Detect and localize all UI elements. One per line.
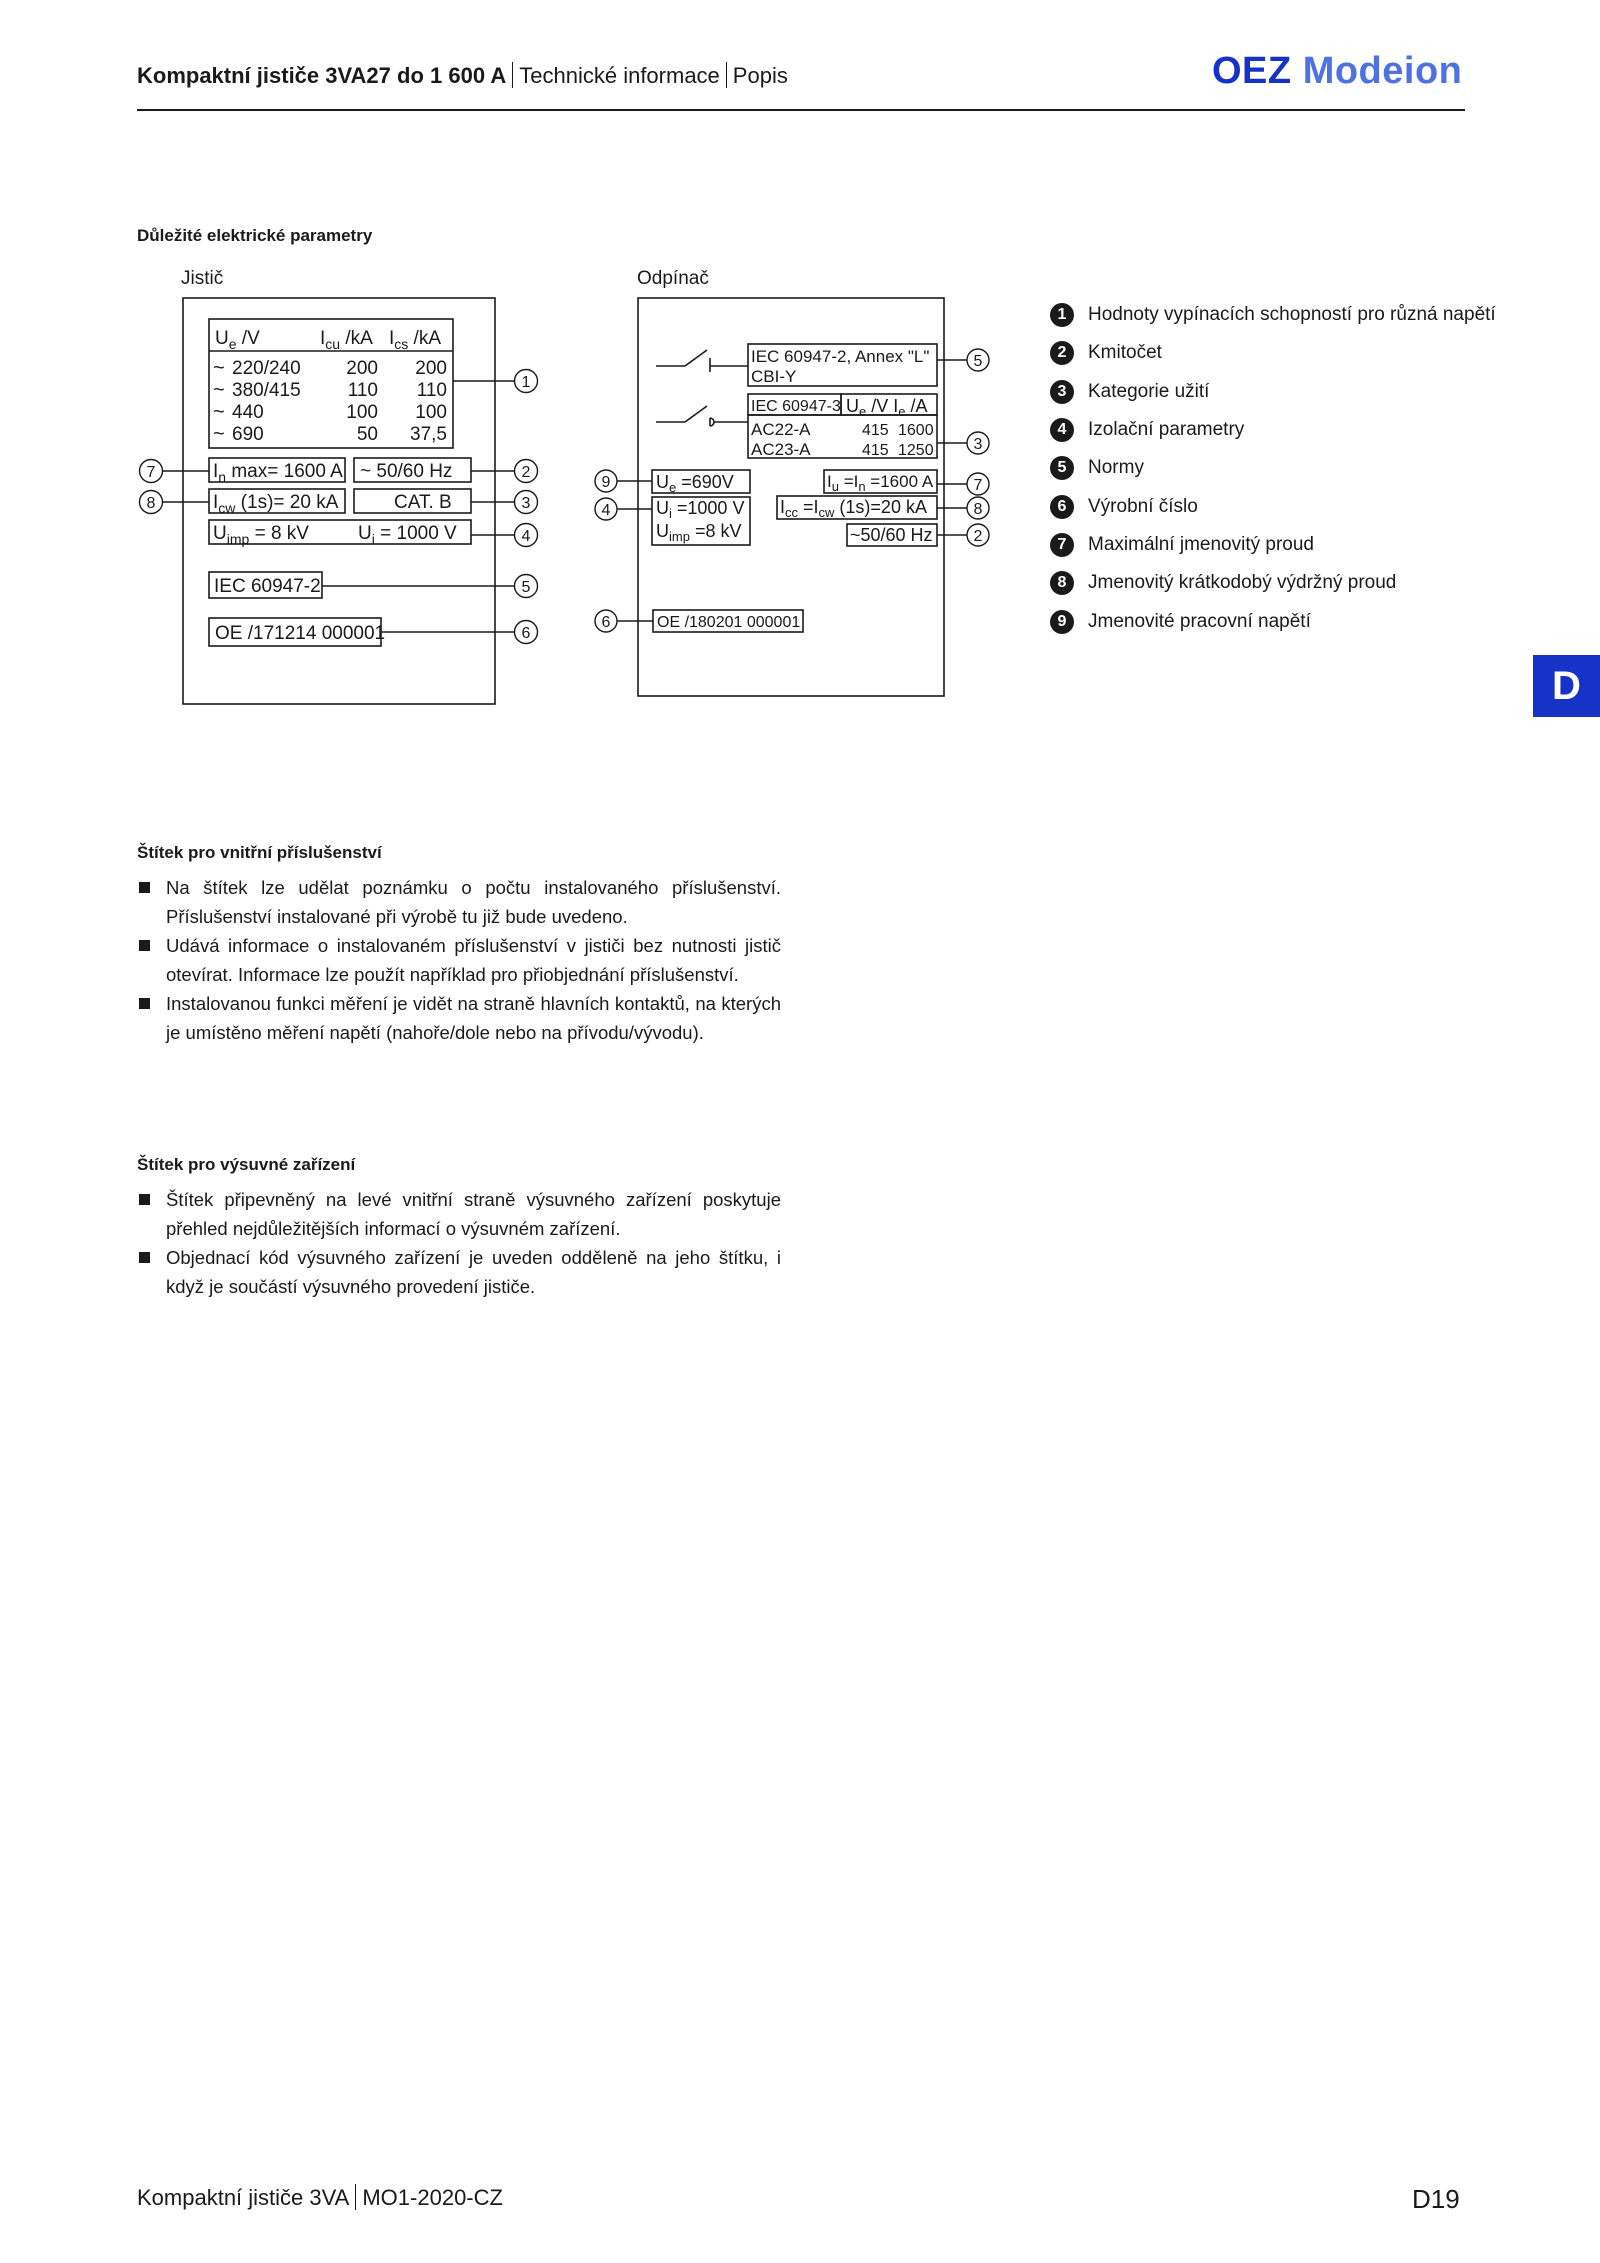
callout-5 <box>515 575 538 598</box>
svg-text:1: 1 <box>521 374 531 391</box>
svg-text:8: 8 <box>146 495 156 512</box>
callout-6 <box>515 621 538 644</box>
callout-3 <box>967 432 989 454</box>
chapter-tab: D <box>1533 655 1600 717</box>
breaker-ui-text: $U_i = 1000$ V <box>358 523 457 547</box>
breaker-standard-text: IEC 60947-2 <box>214 576 321 597</box>
svg-text:4: 4 <box>601 502 611 519</box>
svg-text:7: 7 <box>973 477 983 494</box>
svg-text:4: 4 <box>521 528 531 545</box>
header-divider <box>137 109 1465 111</box>
breaker-uimp-text: $U_{imp} = 8$ kV <box>213 523 309 547</box>
header-separator <box>726 62 727 88</box>
list-item <box>137 1243 781 1301</box>
legend-item <box>1050 602 1496 640</box>
rating-plate-diagram <box>130 280 1000 720</box>
svg-text:AC22-A: AC22-A <box>751 420 811 439</box>
legend-number: 6 <box>1050 495 1074 519</box>
svg-text:3: 3 <box>973 436 983 453</box>
header-title-part3: Popis <box>732 63 788 88</box>
svg-text:200: 200 <box>415 358 447 379</box>
switch-standard-text: IEC 60947-2, Annex "L" <box>751 347 930 366</box>
switch-ac22-row <box>751 420 934 439</box>
callout-1 <box>515 370 538 393</box>
footer-left <box>137 2184 503 2211</box>
list-item-text: Udává informace o instalovaném příslušenství v jističi bez nutnosti jistič otevírat. Informace lze použít například pro přiobjednání příslušenství. <box>166 935 781 985</box>
svg-text:2: 2 <box>521 464 531 481</box>
svg-text:415: 415 <box>862 422 889 439</box>
breaker-table-header-icu: $I_{cu}$ /kA <box>320 328 373 352</box>
legend-number: 4 <box>1050 418 1074 442</box>
section-heading-params: Důležité elektrické parametry <box>137 226 373 245</box>
breaker-serial-text: OE /171214 000001 <box>215 623 386 644</box>
legend-text: Normy <box>1088 457 1144 479</box>
callout-5 <box>967 349 989 371</box>
oez-modeion-logo <box>1212 50 1462 93</box>
switch-ac23-row <box>751 440 934 459</box>
breaker-row <box>213 379 447 401</box>
bullet-square-icon <box>139 1252 150 1263</box>
callout-4 <box>515 524 538 547</box>
callout-3 <box>515 491 538 514</box>
legend <box>1050 296 1496 641</box>
svg-text:220/240: 220/240 <box>232 358 301 379</box>
switch-iu-text: $I_u =I_n =1600$ A <box>827 472 934 494</box>
switch-serial-text: OE /180201 000001 <box>657 614 801 631</box>
switch-caption: Odpínač <box>637 268 709 289</box>
breaker-row <box>213 423 447 445</box>
page-number: D19 <box>1412 2184 1460 2214</box>
svg-text:6: 6 <box>601 614 611 631</box>
list-item-text: Instalovanou funkci měření je vidět na straně hlavních kontaktů, na kterých je umístěno měření napětí (nahoře/dole nebo na přívodu/vývodu). <box>166 993 781 1043</box>
callout-7 <box>967 473 989 495</box>
breaker-row <box>213 357 447 379</box>
switch-standard3-text: IEC 60947-3 <box>751 398 841 415</box>
svg-text:7: 7 <box>146 464 156 481</box>
legend-text: Hodnoty vypínacích schopností pro různá napětí <box>1088 304 1496 326</box>
bullet-square-icon <box>139 882 150 893</box>
legend-number: 7 <box>1050 533 1074 557</box>
legend-item <box>1050 411 1496 449</box>
list-item <box>137 931 781 989</box>
list-item-text: Na štítek lze udělat poznámku o počtu instalovaného příslušenství. Příslušenství instalované při výrobě tu již bude uvedeno. <box>166 877 781 927</box>
bullet-square-icon <box>139 1194 150 1205</box>
svg-text:~: ~ <box>213 401 225 423</box>
breaker-callouts <box>140 370 538 644</box>
breaker-icw-text: $I_{cw}$ (1s)= 20 kA <box>213 492 339 516</box>
section-heading-withdrawable: Štítek pro výsuvné zařízení <box>137 1155 356 1174</box>
footer-doc-title: Kompaktní jističe 3VA <box>137 2185 350 2210</box>
legend-item <box>1050 487 1496 525</box>
legend-item <box>1050 373 1496 411</box>
legend-number: 2 <box>1050 341 1074 365</box>
svg-text:380/415: 380/415 <box>232 380 301 401</box>
footer-separator <box>355 2184 356 2210</box>
breaker-caption: Jistič <box>181 268 224 289</box>
legend-item <box>1050 334 1496 372</box>
legend-number: 1 <box>1050 303 1074 327</box>
svg-text:~: ~ <box>213 357 225 379</box>
breaker-table-header-ics: $I_{cs}$ /kA <box>389 328 442 352</box>
logo-brand: OEZ <box>1212 50 1292 92</box>
legend-text: Jmenovitý krátkodobý výdržný proud <box>1088 572 1397 594</box>
switch-freq-text: ~50/60 Hz <box>850 525 933 545</box>
legend-text: Maximální jmenovitý proud <box>1088 533 1314 555</box>
callout-2 <box>967 524 989 546</box>
callout-2 <box>515 460 538 483</box>
bullet-square-icon <box>139 940 150 951</box>
svg-text:AC23-A: AC23-A <box>751 440 811 459</box>
legend-text: Jmenovité pracovní napětí <box>1088 610 1311 632</box>
svg-text:6: 6 <box>521 625 531 642</box>
svg-text:50: 50 <box>356 424 378 445</box>
legend-item <box>1050 449 1496 487</box>
legend-text: Kategorie užití <box>1088 380 1210 402</box>
svg-text:200: 200 <box>346 358 378 379</box>
legend-item <box>1050 564 1496 602</box>
svg-text:1250: 1250 <box>898 442 934 459</box>
svg-text:440: 440 <box>232 402 264 423</box>
svg-text:~: ~ <box>213 379 225 401</box>
svg-text:~: ~ <box>213 423 225 445</box>
footer-doc-code: MO1-2020-CZ <box>362 2185 503 2210</box>
list-item <box>137 1185 781 1243</box>
withdrawable-list <box>137 1185 781 1301</box>
legend-number: 5 <box>1050 456 1074 480</box>
switch-cbi-text: CBI-Y <box>751 367 797 386</box>
callout-8 <box>140 491 163 514</box>
svg-text:3: 3 <box>521 495 531 512</box>
legend-number: 8 <box>1050 571 1074 595</box>
svg-text:110: 110 <box>347 380 378 401</box>
breaker-freq-text: ~ 50/60 Hz <box>360 461 453 482</box>
svg-text:5: 5 <box>521 579 531 596</box>
callout-4 <box>595 498 617 520</box>
svg-text:110: 110 <box>416 380 447 401</box>
legend-text: Izolační parametry <box>1088 419 1245 441</box>
legend-text: Kmitočet <box>1088 342 1162 364</box>
svg-text:100: 100 <box>346 402 378 423</box>
list-item-text: Štítek připevněný na levé vnitřní straně výsuvného zařízení poskytuje přehled nejdůležitějších informací o výsuvném zařízení. <box>166 1189 781 1239</box>
switch-uimp-text: $U_{imp} =8$ kV <box>656 521 742 544</box>
legend-number: 9 <box>1050 610 1074 634</box>
breaker-plate-texts <box>213 328 457 644</box>
list-item <box>137 989 781 1047</box>
svg-text:1600: 1600 <box>898 422 934 439</box>
legend-text: Výrobní číslo <box>1088 495 1198 517</box>
legend-number: 3 <box>1050 380 1074 404</box>
switch-ui-text: $U_i =1000$ V <box>656 498 745 521</box>
logo-product: Modeion <box>1302 50 1463 92</box>
callout-9 <box>595 470 617 492</box>
breaker-table-header-ue: $U_e$ /V <box>215 328 260 352</box>
header-title-part2: Technické informace <box>519 63 720 88</box>
breaker-inmax-text: $I_n$ max= 1600 A <box>213 461 343 485</box>
switch-icc-text: $I_{cc} =I_{cw}$ (1s)=20 kA <box>780 497 927 520</box>
svg-text:5: 5 <box>973 353 983 370</box>
legend-item <box>1050 296 1496 334</box>
breaker-row <box>213 401 447 423</box>
switch-ueie-text: $U_e$ /V $I_e$ /A <box>846 396 928 419</box>
list-item <box>137 873 781 931</box>
svg-text:690: 690 <box>232 424 264 445</box>
section-heading-accessories: Štítek pro vnitřní příslušenství <box>137 843 382 862</box>
list-item-text: Objednací kód výsuvného zařízení je uveden odděleně na jeho štítku, i když je součástí výsuvného provedení jističe. <box>166 1247 781 1297</box>
svg-text:2: 2 <box>973 528 983 545</box>
callout-7 <box>140 460 163 483</box>
callout-6 <box>595 610 617 632</box>
callout-8 <box>967 497 989 519</box>
header-separator <box>512 62 513 88</box>
svg-text:100: 100 <box>415 402 447 423</box>
accessories-list <box>137 873 781 1047</box>
header-title <box>137 62 788 89</box>
svg-text:37,5: 37,5 <box>410 424 447 445</box>
switch-ue-text: $U_e =690V$ <box>656 472 734 495</box>
svg-text:9: 9 <box>601 474 611 491</box>
svg-text:8: 8 <box>973 501 983 518</box>
legend-item <box>1050 526 1496 564</box>
header-title-bold: Kompaktní jističe 3VA27 do 1 600 A <box>137 63 507 88</box>
svg-text:415: 415 <box>862 442 889 459</box>
breaker-cat-text: CAT. B <box>394 492 452 513</box>
switch-plate-texts <box>656 347 934 631</box>
bullet-square-icon <box>139 998 150 1009</box>
